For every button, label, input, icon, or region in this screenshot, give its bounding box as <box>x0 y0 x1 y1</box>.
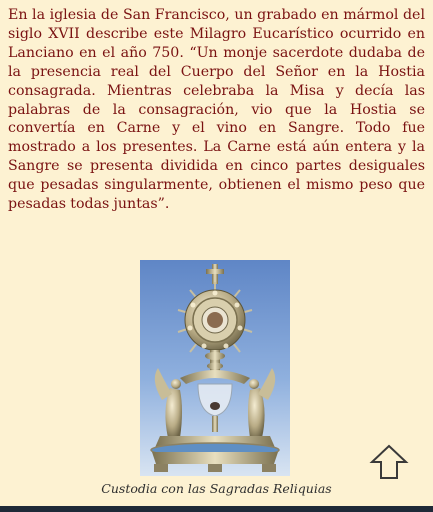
monstrance-image <box>140 260 290 476</box>
back-to-top-button[interactable] <box>369 444 409 480</box>
article-paragraph: En la iglesia de San Francisco, un grabado en mármol del siglo XVII describe este Milagro Eucarístico ocurrido en Lanciano en el año 750. “Un monje sacerdote dudaba de la presencia real del Cuerpo del Señor en la Hostia consagrada. Mientras celebraba la Misa y decía las palabras de la consagración, vio que la Hostia se convertía en Carne y el vino en Sangre. Todo fue mostrado a los presentes. La Carne está aún entera y la Sangre se presenta dividida en cinco partes desiguales que pesadas singularmente, obtienen el mismo peso que pesadas todas juntas”. <box>8 7 425 213</box>
image-caption: Custodia con las Sagradas Reliquias <box>101 481 332 496</box>
reliquary-photo <box>140 260 290 476</box>
arrow-up-icon <box>369 444 409 480</box>
bottom-bar <box>0 506 433 512</box>
